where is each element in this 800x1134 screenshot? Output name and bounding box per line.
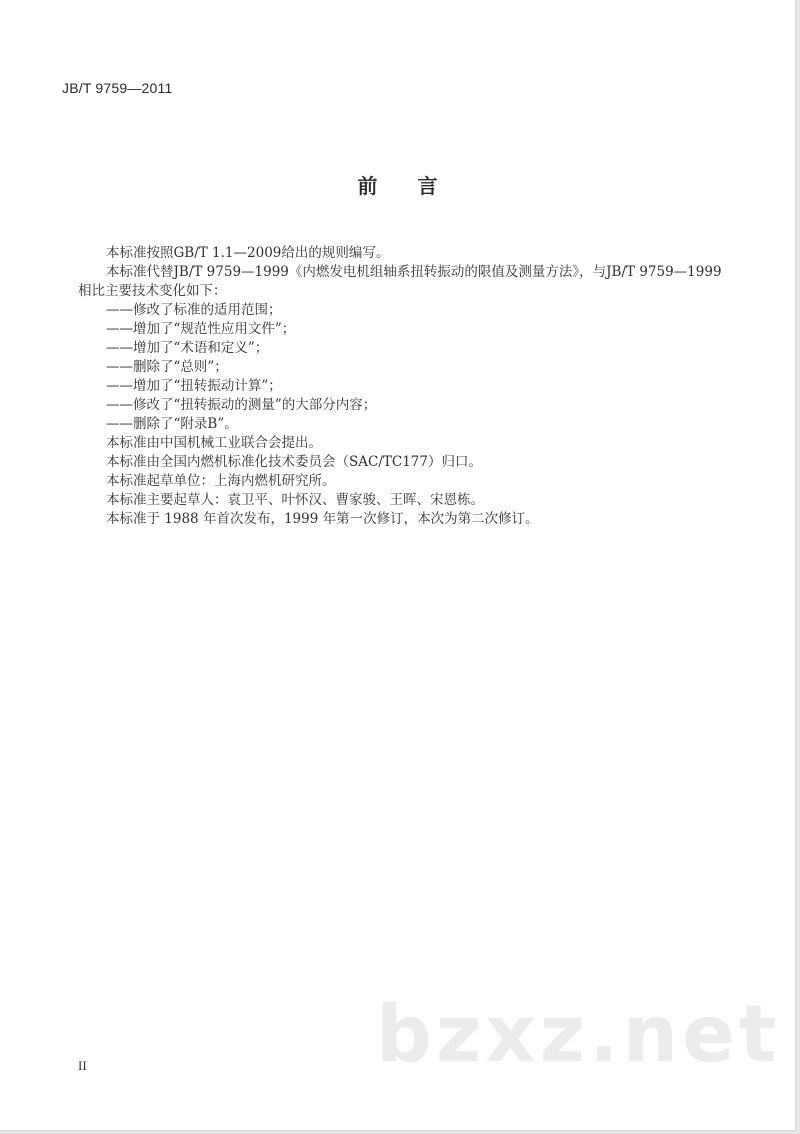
paragraph-drafters: 本标准主要起草人：袁卫平、叶怀汉、曹家骏、王晖、宋恩栋。 (106, 492, 484, 508)
paragraph-proposed-by: 本标准由中国机械工业联合会提出。 (106, 435, 322, 451)
list-item: ——修改了标准的适用范围； (106, 302, 282, 318)
paragraph-drafting-unit: 本标准起草单位：上海内燃机研究所。 (106, 473, 336, 489)
list-item: ——增加了“规范性应用文件”； (106, 321, 296, 337)
paragraph-changes-intro: 相比主要技术变化如下： (78, 283, 227, 299)
list-item: ——删除了“附录B”。 (106, 416, 238, 432)
list-item: ——删除了“总则”； (106, 359, 228, 375)
standard-code: JB/T 9759—2011 (62, 80, 173, 96)
page-title: 前言 (357, 174, 478, 198)
paragraph-replaces: 本标准代替JB/T 9759—1999《内燃发电机组轴系扭转振动的限值及测量方法》，与JB/T 9759—1999 (106, 264, 722, 280)
foreword-body (78, 244, 738, 529)
paragraph-drafting-rules: 本标准按照GB/T 1.1—2009给出的规则编写。 (106, 245, 390, 261)
list-item: ——增加了“扭转振动计算”； (106, 378, 282, 394)
changes-list (78, 301, 738, 434)
list-item: ——修改了“扭转振动的测量”的大部分内容； (106, 397, 377, 413)
paragraph-history: 本标准于 1988 年首次发布，1999 年第一次修订，本次为第二次修订。 (106, 511, 539, 527)
paragraph-administered-by: 本标准由全国内燃机标准化技术委员会（SAC/TC177）归口。 (106, 454, 482, 470)
list-item: ——增加了“术语和定义”； (106, 340, 269, 356)
watermark: bzxz.net (376, 990, 781, 1080)
page-number: II (78, 1058, 87, 1073)
